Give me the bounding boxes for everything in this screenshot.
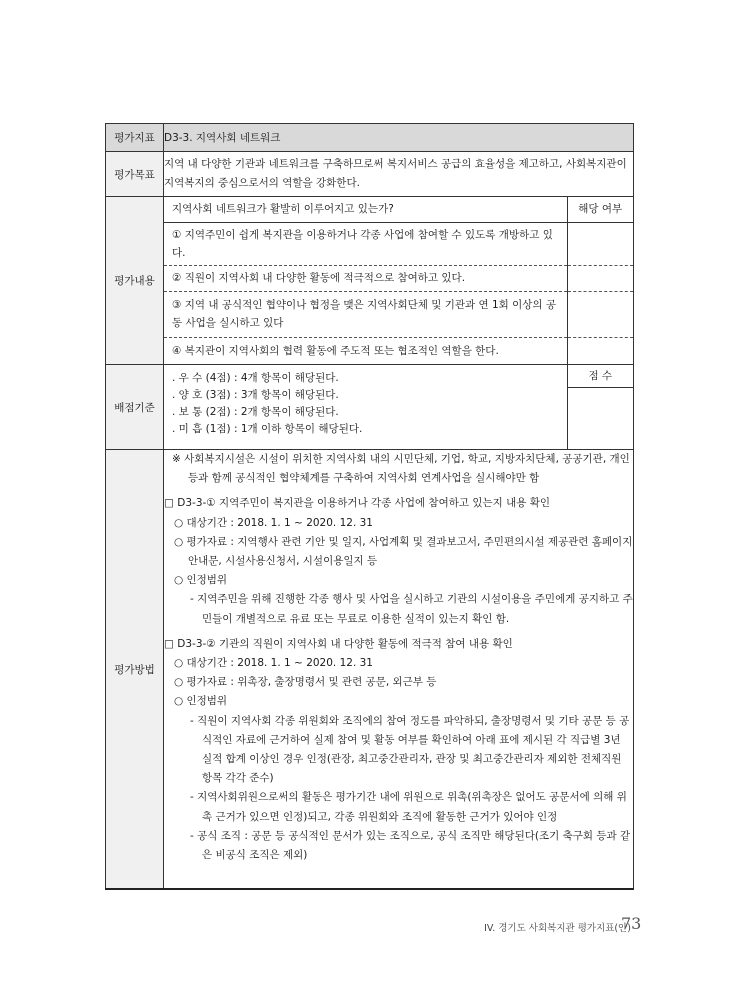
section-1-scope-item: - 지역주민을 위해 진행한 각종 행사 및 사업을 실시하고 기관의 시설이용을 주민에게 공지하고 주민들이 개별적으로 유료 또는 무료로 이용한 실적이 있는지 확인 함. [190,593,633,625]
indicator-value: D3-3. 지역사회 네트워크 [164,124,634,152]
section-1-scope: ○ 인정범위 [174,574,228,587]
check-cell-3[interactable] [567,291,633,337]
content-label: 평가내용 [106,197,164,365]
scoring-item: . 양 호 (3점) : 3개 항목이 해당된다. [172,389,339,401]
section-1-material: ○ 평가자료 : 지역행사 관련 기안 및 일지, 사업계획 및 결과보고서, 주민편의시설 제공관련 홈페이지 안내문, 시설사용신청서, 시설이용일지 등 [174,535,633,568]
check-cell-1[interactable] [567,222,633,265]
check-header: 해당 여부 [567,197,633,222]
scoring-cell [164,365,634,450]
indicator-label: 평가지표 [106,124,164,152]
method-cell [164,450,634,890]
scoring-item: . 우 수 (4점) : 4개 항목이 해당된다. [172,372,339,384]
section-2-title: □ D3-3-② 기관의 직원이 지역사회 내 다양한 활동에 적극적 참여 내용 확인 [164,637,513,650]
evaluation-table [105,123,634,890]
section-2-scope-item-2: - 지역사회위원으로써의 활동은 평가기간 내에 위원으로 위촉(위촉장은 없어도 공문서에 의해 위촉 근거가 있으면 인정)되고, 각종 위원회와 조직에 활동한 근거가 있어야 인정 [190,791,627,823]
content-cell [164,197,634,365]
check-cell-2[interactable] [567,265,633,291]
content-item-1: ① 지역주민이 쉽게 복지관을 이용하거나 각종 사업에 참여할 수 있도록 개방하고 있다. [164,222,567,265]
section-1-period: ○ 대상기간 : 2018. 1. 1 ~ 2020. 12. 31 [174,516,373,529]
content-item-2: ② 직원이 지역사회 내 다양한 활동에 적극적으로 참여하고 있다. [164,265,567,291]
content-item-4: ④ 복지관이 지역사회의 협력 활동에 주도적 또는 협조적인 역할을 한다. [164,337,567,364]
goal-value: 지역 내 다양한 기관과 네트워크를 구축하므로써 복지서비스 공급의 효율성을 제고하고, 사회복지관이 지역복지의 중심으로서의 역할을 강화한다. [164,152,634,197]
section-2-material: ○ 평가자료 : 위촉장, 출장명령서 및 관련 공문, 외근부 등 [174,676,437,689]
score-header: 점 수 [568,365,634,388]
check-cell-4[interactable] [567,337,633,364]
method-label: 평가방법 [106,450,164,890]
score-input-cell[interactable] [568,388,634,448]
scoring-label: 배점기준 [106,365,164,450]
goal-label: 평가목표 [106,152,164,197]
scoring-item: . 미 흡 (1점) : 1개 이하 항목이 해당된다. [172,423,363,435]
method-note: ※ 사회복지시설은 시설이 위치한 지역사회 내의 시민단체, 기업, 학교, 지방자치단체, 공공기관, 개인 등과 함께 공식적인 협약체계를 구축하여 지역사회 연계사업을 실시해야만 함 [172,453,630,485]
section-2-scope-item-1: - 직원이 지역사회 각종 위원회와 조직에의 참여 정도를 파악하되, 출장명령서 및 기타 공문 등 공식적인 자료에 근거하여 실제 참여 및 활동 여부를 확인하여 아래 표에 제시된 각 직급별 3년 실적 합계 이상인 경우 인정(관장, 최고중간관리자, 관장 및 최고중간관리자 제외한 전체직원 항목 각각 준수) [190,714,630,785]
content-checklist [164,197,633,364]
scoring-table [164,365,633,449]
section-1-title: □ D3-3-① 지역주민이 복지관을 이용하거나 각종 사업에 참여하고 있는지 내용 확인 [164,497,551,510]
page-footer: IV. 경기도 사회복지관 평가지표(안) [484,923,631,934]
scoring-item: . 보 통 (2점) : 2개 항목이 해당된다. [172,406,339,418]
page-number: 73 [621,914,642,933]
section-2-scope: ○ 인정범위 [174,695,228,708]
scoring-list [164,365,567,443]
section-2-scope-item-3: - 공식 조직 : 공문 등 공식적인 문서가 있는 조직으로, 공식 조직만 해당된다(조기 축구회 등과 같은 비공식 조직은 제외) [190,829,631,862]
content-question: 지역사회 네트워크가 활발히 이루어지고 있는가? [164,197,567,222]
content-item-3: ③ 지역 내 공식적인 협약이나 협정을 맺은 지역사회단체 및 기관과 연 1회 이상의 공동 사업을 실시하고 있다 [164,291,567,337]
section-2-period: ○ 대상기간 : 2018. 1. 1 ~ 2020. 12. 31 [174,657,373,670]
score-column [567,365,633,449]
